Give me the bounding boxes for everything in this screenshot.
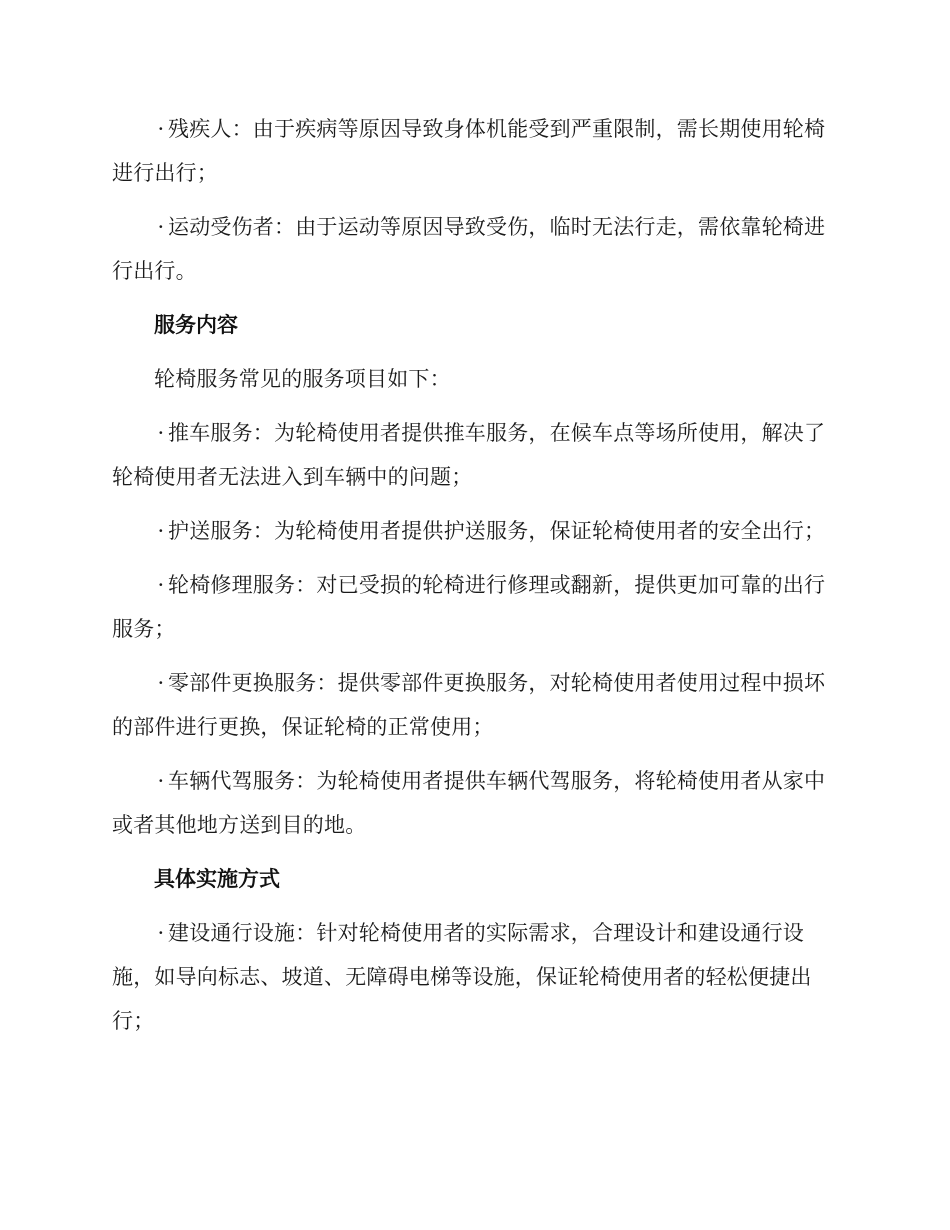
bullet-marker: · — [157, 769, 165, 793]
bullet-item — [112, 205, 830, 293]
bullet-marker: · — [157, 117, 165, 141]
section-heading: 服务内容 — [154, 313, 238, 337]
bullet-text: 推车服务：为轮椅使用者提供推车服务，在候车点等场所使用，解决了轮椅使用者无法进入到车辆中的问题； — [112, 421, 826, 489]
bullet-item — [112, 411, 830, 499]
bullet-marker: · — [157, 519, 165, 543]
paragraph-text: 轮椅服务常见的服务项目如下： — [154, 367, 451, 391]
bullet-marker: · — [157, 215, 165, 239]
bullet-text: 残疾人：由于疾病等原因导致身体机能受到严重限制，需长期使用轮椅进行出行； — [112, 117, 826, 185]
bullet-text: 轮椅修理服务：对已受损的轮椅进行修理或翻新，提供更加可靠的出行服务； — [112, 573, 826, 641]
bullet-text: 建设通行设施：针对轮椅使用者的实际需求，合理设计和建设通行设施，如导向标志、坡道、无障碍电梯等设施，保证轮椅使用者的轻松便捷出行； — [112, 921, 812, 1033]
bullet-marker: · — [157, 573, 165, 597]
bullet-item — [112, 563, 830, 651]
bullet-text: 运动受伤者：由于运动等原因导致受伤，临时无法行走，需依靠轮椅进行出行。 — [112, 215, 826, 283]
intro-paragraph — [112, 357, 830, 401]
bullet-item — [112, 107, 830, 195]
bullet-text: 车辆代驾服务：为轮椅使用者提供车辆代驾服务，将轮椅使用者从家中或者其他地方送到目的地。 — [112, 769, 826, 837]
bullet-marker: · — [157, 421, 165, 445]
section-heading: 具体实施方式 — [154, 867, 280, 891]
bullet-marker: · — [157, 921, 165, 945]
bullet-marker: · — [157, 671, 165, 695]
bullet-item — [112, 661, 830, 749]
bullet-item — [112, 911, 830, 1043]
bullet-item — [112, 509, 830, 553]
bullet-item — [112, 759, 830, 847]
bullet-text: 零部件更换服务：提供零部件更换服务，对轮椅使用者使用过程中损坏的部件进行更换，保证轮椅的正常使用； — [112, 671, 826, 739]
bullet-text: 护送服务：为轮椅使用者提供护送服务，保证轮椅使用者的安全出行； — [168, 519, 826, 543]
